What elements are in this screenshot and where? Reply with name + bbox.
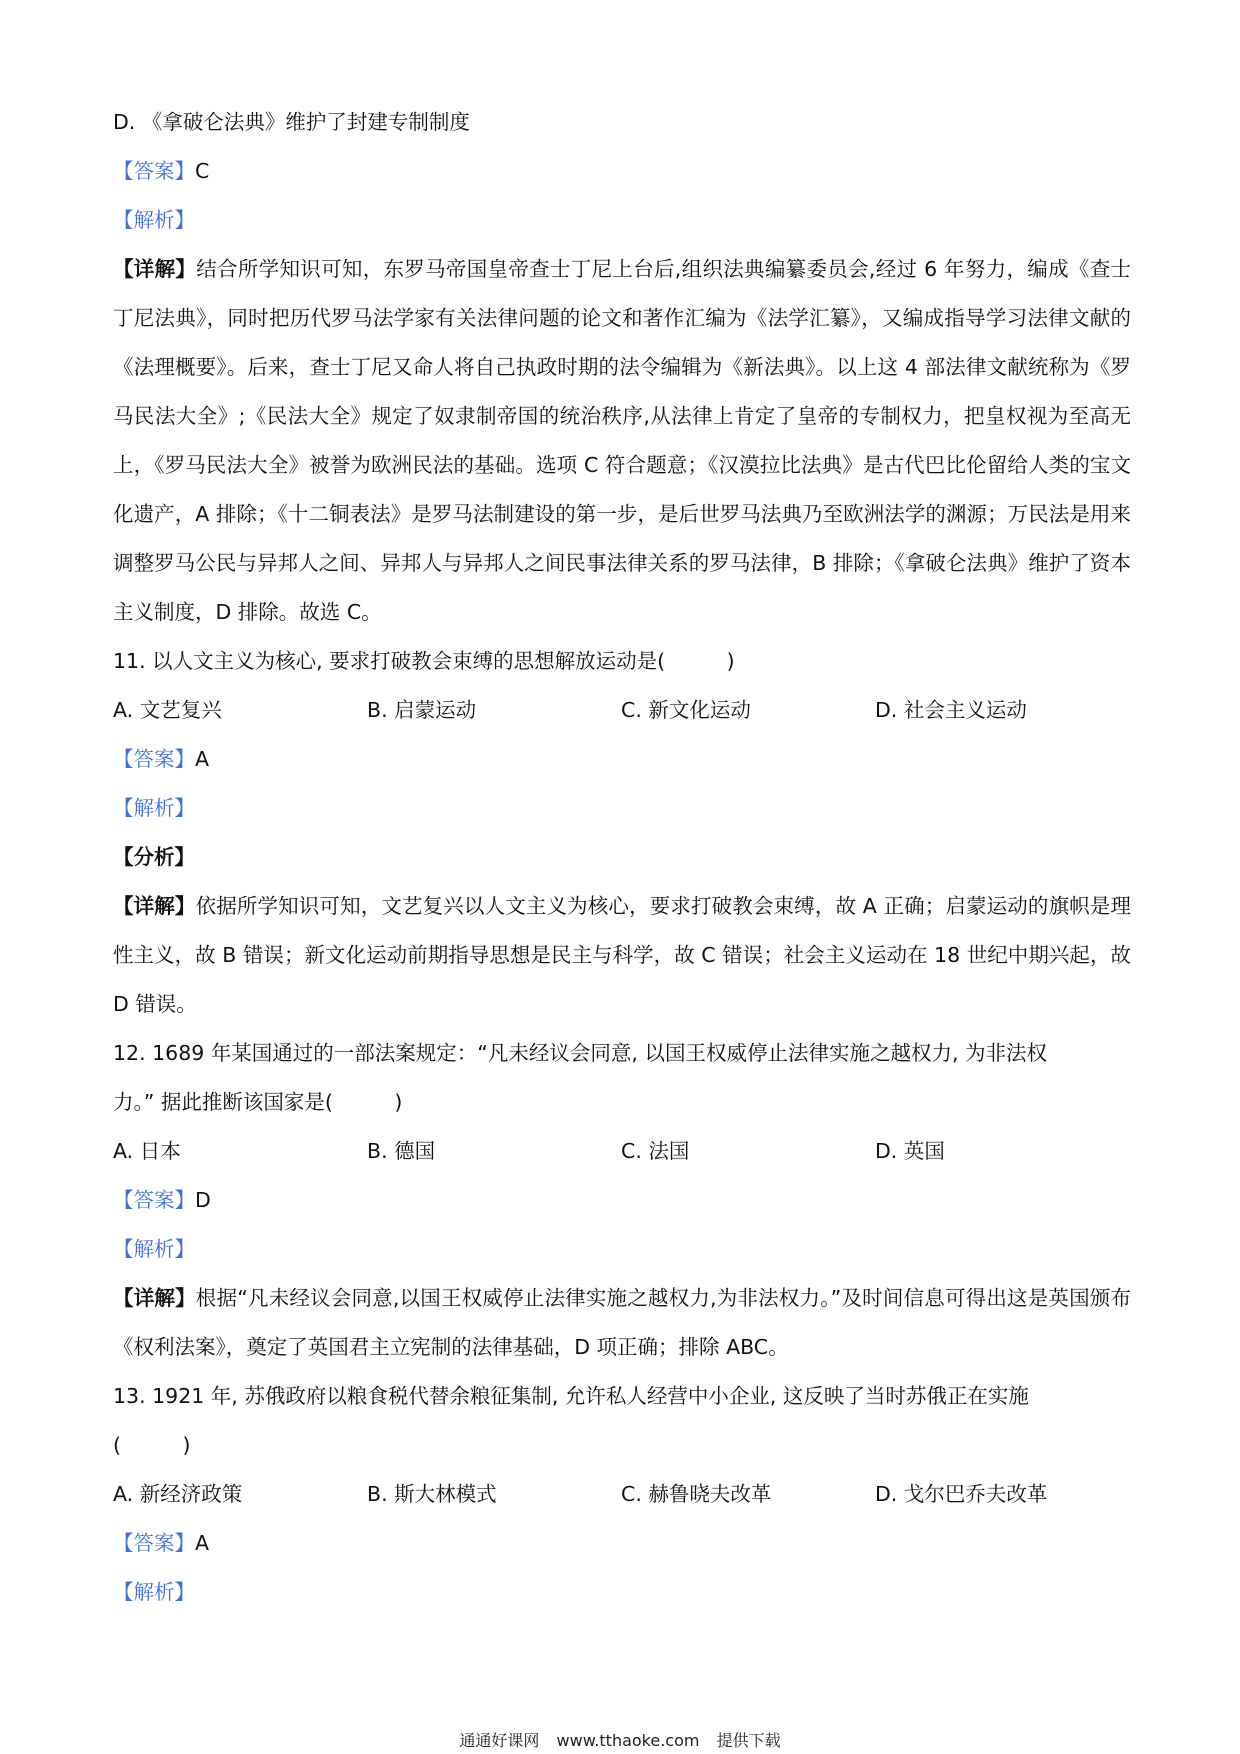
footer-url[interactable]: www.tthaoke.com: [556, 1731, 700, 1750]
q11-option-c: C. 新文化运动: [621, 698, 751, 722]
q11-answer: [113, 735, 1131, 784]
q11-option-d: D. 社会主义运动: [875, 698, 1027, 722]
q12-analysis-label: 【解析】: [113, 1237, 195, 1261]
q12-option-c: C. 法国: [621, 1139, 690, 1163]
answer-value: C: [195, 159, 210, 183]
q13-option-c: C. 赫鲁晓夫改革: [621, 1482, 772, 1506]
q12-options: [113, 1127, 1131, 1176]
q11-analysis-label: 【解析】: [113, 796, 195, 820]
q13-option-a: A. 新经济政策: [113, 1482, 243, 1506]
q10-detail: [113, 245, 1131, 637]
page-footer: [0, 1728, 1240, 1751]
detail-label: 【详解】: [113, 257, 197, 281]
q13-options: [113, 1470, 1131, 1519]
q12-option-d: D. 英国: [875, 1139, 945, 1163]
q13-option-b: B. 斯大林模式: [367, 1482, 497, 1506]
footer-site-name: 通通好课网: [459, 1731, 540, 1750]
q10-analysis-label: 【解析】: [113, 208, 195, 232]
document-content: [113, 98, 1152, 1617]
detail-text: 结合所学知识可知，东罗马帝国皇帝查士丁尼上台后,组织法典编纂委员会,经过 6 年努力，编成《查士丁尼法典》，同时把历代罗马法学家有关法律问题的论文和著作汇编为《法学汇纂》，又编成指导学习法律文献的《法理概要》。后来，查士丁尼又命人将自己执政时期的法令编辑为《新法典》。以上这 4 部法律文献统称为《罗马民法大全》;《民法大全》规定了奴隶制帝国的统治秩序,从法律上肯定了皇帝的专制权力，把皇权视为至高无上，《罗马民法大全》被誉为欧洲民法的基础。选项 C 符合题意；《汉漠拉比法典》是古代巴比伦留给人类的宝文化遗产，A 排除；《十二铜表法》是罗马法制建设的第一步，是后世罗马法典乃至欧洲法学的渊源；万民法是用来调整罗马公民与异邦人之间、异邦人与异邦人之间民事法律关系的罗马法律，B 排除；《拿破仑法典》维护了资本主义制度，D 排除。故选 C。: [113, 257, 1131, 624]
q11-option-b: B. 启蒙运动: [367, 698, 477, 722]
q13-option-d: D. 戈尔巴乔夫改革: [875, 1482, 1048, 1506]
footer-note: 提供下载: [716, 1731, 781, 1750]
q13-stem-line1: 13. 1921 年, 苏俄政府以粮食税代替余粮征集制, 允许私人经营中小企业, 这反映了当时苏俄正在实施: [113, 1384, 1029, 1408]
q13-analysis-label: 【解析】: [113, 1580, 195, 1604]
answer-label: 【答案】: [113, 1188, 195, 1212]
detail-label: 【详解】: [113, 894, 196, 918]
q13-answer: [113, 1519, 1131, 1568]
answer-value: A: [195, 747, 210, 771]
q11-stem: 11. 以人文主义为核心, 要求打破教会束缚的思想解放运动是( ): [113, 649, 735, 673]
detail-label: 【详解】: [113, 1286, 196, 1310]
q12-option-a: A. 日本: [113, 1139, 181, 1163]
q12-detail: [113, 1274, 1152, 1372]
answer-label: 【答案】: [113, 747, 195, 771]
answer-value: A: [195, 1531, 210, 1555]
q11-option-a: A. 文艺复兴: [113, 698, 222, 722]
q12-option-b: B. 德国: [367, 1139, 436, 1163]
q10-answer: [113, 147, 1131, 196]
q12-stem-line2: 力。” 据此推断该国家是( ): [113, 1090, 403, 1114]
detail-text: 根据“凡未经议会同意,以国王权威停止法律实施之越权力,为非法权力。”及时间信息可得出这是英国颁布 《权利法案》，奠定了英国君主立宪制的法律基础，D 项正确；排除 ABC。: [113, 1286, 1152, 1359]
q12-stem-line1: 12. 1689 年某国通过的一部法案规定：“凡未经议会同意, 以国王权威停止法律实施之越权力, 为非法权: [113, 1041, 1047, 1065]
answer-value: D: [195, 1188, 211, 1212]
q10-option-d: D. 《拿破仑法典》维护了封建专制制度: [113, 110, 470, 134]
q12-answer: [113, 1176, 1131, 1225]
q13-stem-line2: ( ): [113, 1433, 191, 1457]
q11-options: [113, 686, 1131, 735]
q11-detail: [113, 882, 1131, 1029]
detail-text: 依据所学知识可知，文艺复兴以人文主义为核心，要求打破教会束缚，故 A 正确；启蒙运动的旗帜是理性主义，故 B 错误；新文化运动前期指导思想是民主与科学，故 C 错误；社会主义运动在 18 世纪中期兴起，故 D 错误。: [113, 894, 1132, 1016]
q11-fenxi-label: 【分析】: [113, 845, 195, 869]
answer-label: 【答案】: [113, 1531, 195, 1555]
answer-label: 【答案】: [113, 159, 195, 183]
